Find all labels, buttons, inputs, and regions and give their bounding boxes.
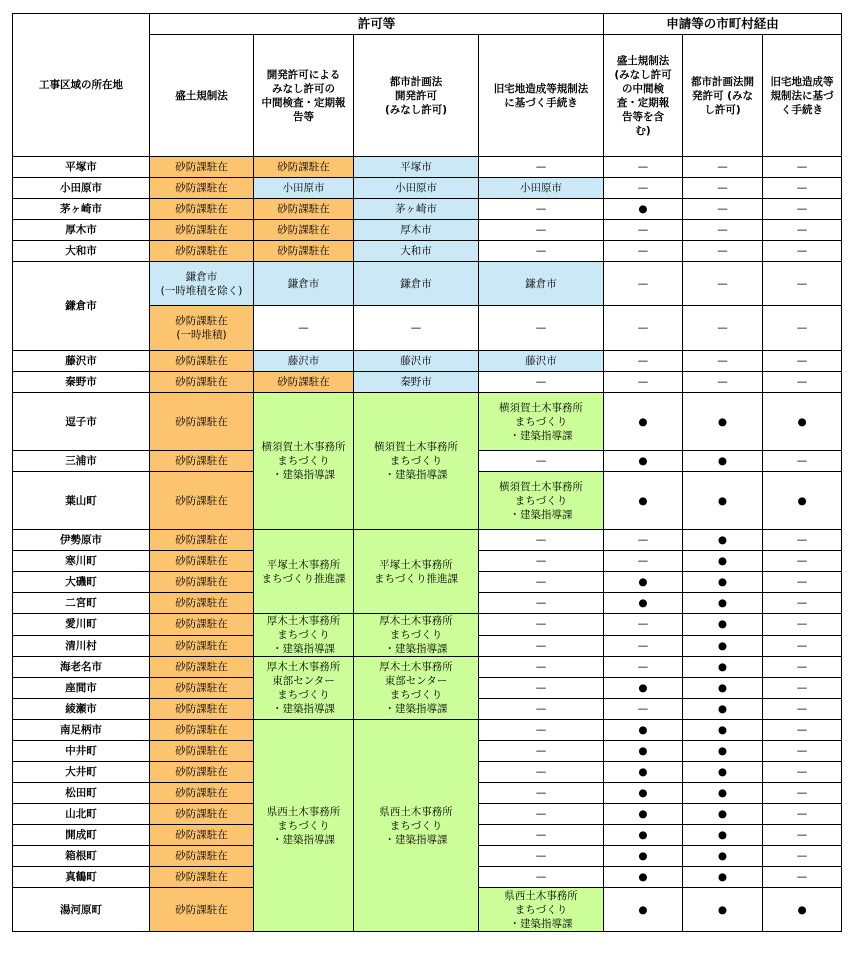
dot-cell: ● xyxy=(683,825,763,846)
municipality-cell: 二宮町 xyxy=(13,593,150,614)
permit-cell: 砂防課駐在 xyxy=(150,157,254,178)
dash-cell: — xyxy=(763,635,842,657)
dot-cell: ● xyxy=(683,741,763,762)
municipality-cell: 綾瀬市 xyxy=(13,699,150,720)
dash-cell: — xyxy=(763,199,842,220)
dash-cell: — xyxy=(479,846,604,867)
dot-cell: ● xyxy=(604,593,683,614)
permit-cell: 厚木市 xyxy=(354,220,479,241)
dash-cell: — xyxy=(763,157,842,178)
municipality-cell: 伊勢原市 xyxy=(13,530,150,551)
dash-cell: — xyxy=(479,635,604,657)
dash-cell: — xyxy=(604,306,683,351)
header-group-permit: 許可等 xyxy=(150,14,604,35)
dash-cell: — xyxy=(604,614,683,636)
table-row xyxy=(13,262,842,306)
dot-cell: ● xyxy=(683,635,763,657)
dash-cell: — xyxy=(479,551,604,572)
dash-cell: — xyxy=(479,825,604,846)
permit-cell: 県西土木事務所 まちづくり ・建築指導課 xyxy=(254,720,354,932)
municipality-cell: 中井町 xyxy=(13,741,150,762)
permit-cell: 県西土木事務所 まちづくり ・建築指導課 xyxy=(354,720,479,932)
dash-cell: — xyxy=(479,678,604,699)
table-row xyxy=(13,199,842,220)
table-row xyxy=(13,393,842,451)
permit-cell: 藤沢市 xyxy=(354,351,479,372)
dot-cell: ● xyxy=(683,678,763,699)
permit-cell: 平塚市 xyxy=(354,157,479,178)
dash-cell: — xyxy=(479,241,604,262)
dash-cell: — xyxy=(479,614,604,636)
dot-cell: ● xyxy=(604,451,683,472)
permit-cell: 横須賀土木事務所 まちづくり ・建築指導課 xyxy=(354,393,479,530)
permit-cell: 砂防課駐在 xyxy=(254,220,354,241)
municipality-cell: 逗子市 xyxy=(13,393,150,451)
dash-cell: — xyxy=(763,614,842,636)
header-col-route-morido: 盛土規制法 (みなし許可 の中間検 査・定期報 告等を含 む) xyxy=(604,35,683,157)
municipality-cell: 南足柄市 xyxy=(13,720,150,741)
permit-cell: 砂防課駐在 xyxy=(150,888,254,932)
dash-cell: — xyxy=(683,262,763,306)
dash-cell: — xyxy=(479,572,604,593)
dash-cell: — xyxy=(604,551,683,572)
dash-cell: — xyxy=(604,635,683,657)
permit-cell: 砂防課駐在 xyxy=(150,846,254,867)
dot-cell: ● xyxy=(604,720,683,741)
dash-cell: — xyxy=(763,762,842,783)
dash-cell: — xyxy=(604,241,683,262)
permit-cell: 厚木土木事務所 まちづくり ・建築指導課 xyxy=(254,614,354,657)
dash-cell: — xyxy=(479,783,604,804)
table-row xyxy=(13,372,842,393)
dash-cell: — xyxy=(479,451,604,472)
dot-cell: ● xyxy=(683,472,763,530)
dot-cell: ● xyxy=(683,451,763,472)
permit-cell: 小田原市 xyxy=(254,178,354,199)
dot-cell: ● xyxy=(604,888,683,932)
dash-cell: — xyxy=(683,372,763,393)
dash-cell: — xyxy=(763,572,842,593)
table-row xyxy=(13,241,842,262)
dot-cell: ● xyxy=(683,699,763,720)
dash-cell: — xyxy=(604,157,683,178)
municipality-cell: 茅ヶ崎市 xyxy=(13,199,150,220)
header-col-old-takuzo: 旧宅地造成等規制法 に基づく手続き xyxy=(479,35,604,157)
dot-cell: ● xyxy=(604,472,683,530)
dot-cell: ● xyxy=(604,846,683,867)
dash-cell: — xyxy=(254,306,354,351)
dash-cell: — xyxy=(763,846,842,867)
permit-cell: 砂防課駐在 xyxy=(150,199,254,220)
permit-cell: 砂防課駐在 xyxy=(150,241,254,262)
permit-cell: 厚木土木事務所 東部センター まちづくり ・建築指導課 xyxy=(254,657,354,720)
permit-cell: 砂防課駐在 xyxy=(254,372,354,393)
dash-cell: — xyxy=(763,372,842,393)
table-row xyxy=(13,178,842,199)
dash-cell: — xyxy=(763,306,842,351)
permit-cell: 砂防課駐在 xyxy=(150,678,254,699)
dash-cell: — xyxy=(683,178,763,199)
dash-cell: — xyxy=(604,657,683,678)
municipality-cell: 大磯町 xyxy=(13,572,150,593)
permit-cell: 砂防課駐在 xyxy=(150,867,254,888)
dot-cell: ● xyxy=(763,472,842,530)
dash-cell: — xyxy=(479,199,604,220)
permit-cell: 秦野市 xyxy=(354,372,479,393)
dot-cell: ● xyxy=(604,762,683,783)
permit-cell: 砂防課駐在 xyxy=(150,372,254,393)
dash-cell: — xyxy=(763,867,842,888)
header-col-route-city: 都市計画法開 発許可 (みな し許可) xyxy=(683,35,763,157)
dash-cell: — xyxy=(763,593,842,614)
table-row xyxy=(13,657,842,678)
dash-cell: — xyxy=(763,451,842,472)
municipality-cell: 秦野市 xyxy=(13,372,150,393)
permit-cell: 砂防課駐在 (一時堆積) xyxy=(150,306,254,351)
dot-cell: ● xyxy=(683,530,763,551)
municipality-cell: 愛川町 xyxy=(13,614,150,636)
permit-cell: 砂防課駐在 xyxy=(150,783,254,804)
permit-cell: 鎌倉市 xyxy=(354,262,479,306)
municipality-cell: 厚木市 xyxy=(13,220,150,241)
permit-cell: 砂防課駐在 xyxy=(150,699,254,720)
dot-cell: ● xyxy=(683,804,763,825)
permit-cell: 藤沢市 xyxy=(254,351,354,372)
dash-cell: — xyxy=(479,306,604,351)
header-group-route: 申請等の市町村経由 xyxy=(604,14,842,35)
municipality-cell: 平塚市 xyxy=(13,157,150,178)
permit-cell: 砂防課駐在 xyxy=(150,472,254,530)
permit-cell: 砂防課駐在 xyxy=(150,720,254,741)
dot-cell: ● xyxy=(604,678,683,699)
permit-cell: 砂防課駐在 xyxy=(150,657,254,678)
dot-cell: ● xyxy=(683,720,763,741)
permit-cell: 小田原市 xyxy=(354,178,479,199)
permit-cell: 砂防課駐在 xyxy=(150,614,254,636)
dot-cell: ● xyxy=(604,393,683,451)
municipality-cell: 寒川町 xyxy=(13,551,150,572)
dash-cell: — xyxy=(479,741,604,762)
dash-cell: — xyxy=(763,720,842,741)
permit-cell: 鎌倉市 xyxy=(479,262,604,306)
dot-cell: ● xyxy=(604,804,683,825)
dash-cell: — xyxy=(763,220,842,241)
permit-cell: 砂防課駐在 xyxy=(150,741,254,762)
dot-cell: ● xyxy=(683,657,763,678)
dash-cell: — xyxy=(604,699,683,720)
dash-cell: — xyxy=(604,262,683,306)
header-col-morido: 盛土規制法 xyxy=(150,35,254,157)
municipality-cell: 大井町 xyxy=(13,762,150,783)
dot-cell: ● xyxy=(683,867,763,888)
dot-cell: ● xyxy=(604,572,683,593)
municipality-cell: 藤沢市 xyxy=(13,351,150,372)
permit-cell: 砂防課駐在 xyxy=(150,804,254,825)
dash-cell: — xyxy=(479,657,604,678)
permit-cell: 砂防課駐在 xyxy=(150,530,254,551)
dot-cell: ● xyxy=(683,593,763,614)
dash-cell: — xyxy=(604,351,683,372)
municipality-cell: 小田原市 xyxy=(13,178,150,199)
dot-cell: ● xyxy=(683,762,763,783)
dash-cell: — xyxy=(479,157,604,178)
dash-cell: — xyxy=(683,351,763,372)
permit-cell: 砂防課駐在 xyxy=(150,551,254,572)
table-row xyxy=(13,157,842,178)
dash-cell: — xyxy=(479,372,604,393)
permit-cell: 平塚土木事務所 まちづくり推進課 xyxy=(354,530,479,614)
dash-cell: — xyxy=(479,762,604,783)
permit-cell: 砂防課駐在 xyxy=(150,393,254,451)
permit-cell: 大和市 xyxy=(354,241,479,262)
dot-cell: ● xyxy=(604,867,683,888)
dash-cell: — xyxy=(763,678,842,699)
permit-routing-table xyxy=(12,13,842,932)
dot-cell: ● xyxy=(604,783,683,804)
table-row xyxy=(13,530,842,551)
dash-cell: — xyxy=(763,551,842,572)
dot-cell: ● xyxy=(683,783,763,804)
dot-cell: ● xyxy=(683,393,763,451)
dash-cell: — xyxy=(683,199,763,220)
permit-cell: 砂防課駐在 xyxy=(254,241,354,262)
table-row xyxy=(13,351,842,372)
dash-cell: — xyxy=(763,262,842,306)
permit-cell: 平塚土木事務所 まちづくり推進課 xyxy=(254,530,354,614)
permit-cell: 厚木土木事務所 東部センター まちづくり ・建築指導課 xyxy=(354,657,479,720)
municipality-cell: 松田町 xyxy=(13,783,150,804)
dash-cell: — xyxy=(604,178,683,199)
permit-cell: 横須賀土木事務所 まちづくり ・建築指導課 xyxy=(479,472,604,530)
dash-cell: — xyxy=(763,783,842,804)
dash-cell: — xyxy=(354,306,479,351)
header-col-city-planning: 都市計画法 開発許可 (みなし許可) xyxy=(354,35,479,157)
municipality-cell: 三浦市 xyxy=(13,451,150,472)
dash-cell: — xyxy=(604,530,683,551)
municipality-cell: 海老名市 xyxy=(13,657,150,678)
dot-cell: ● xyxy=(683,572,763,593)
header-col-route-old: 旧宅地造成等 規制法に基づ く手続き xyxy=(763,35,842,157)
dash-cell: — xyxy=(763,241,842,262)
dash-cell: — xyxy=(763,825,842,846)
dot-cell: ● xyxy=(683,614,763,636)
permit-cell: 県西土木事務所 まちづくり ・建築指導課 xyxy=(479,888,604,932)
dash-cell: — xyxy=(683,241,763,262)
permit-cell: 砂防課駐在 xyxy=(150,451,254,472)
dash-cell: — xyxy=(479,867,604,888)
dash-cell: — xyxy=(479,804,604,825)
dash-cell: — xyxy=(683,220,763,241)
permit-cell: 砂防課駐在 xyxy=(254,199,354,220)
permit-cell: 藤沢市 xyxy=(479,351,604,372)
dash-cell: — xyxy=(763,699,842,720)
municipality-cell: 大和市 xyxy=(13,241,150,262)
permit-cell: 砂防課駐在 xyxy=(150,825,254,846)
dot-cell: ● xyxy=(604,825,683,846)
dot-cell: ● xyxy=(683,551,763,572)
municipality-cell: 真鶴町 xyxy=(13,867,150,888)
dash-cell: — xyxy=(683,157,763,178)
permit-cell: 厚木土木事務所 まちづくり ・建築指導課 xyxy=(354,614,479,657)
dot-cell: ● xyxy=(604,741,683,762)
dash-cell: — xyxy=(479,530,604,551)
permit-cell: 砂防課駐在 xyxy=(150,762,254,783)
dash-cell: — xyxy=(763,178,842,199)
municipality-cell: 鎌倉市 xyxy=(13,262,150,351)
dash-cell: — xyxy=(763,530,842,551)
dash-cell: — xyxy=(763,657,842,678)
municipality-cell: 湯河原町 xyxy=(13,888,150,932)
permit-cell: 砂防課駐在 xyxy=(150,178,254,199)
table-row xyxy=(13,220,842,241)
dash-cell: — xyxy=(683,306,763,351)
permit-cell: 砂防課駐在 xyxy=(150,351,254,372)
table-row xyxy=(13,614,842,636)
municipality-cell: 清川村 xyxy=(13,635,150,657)
permit-cell: 砂防課駐在 xyxy=(150,635,254,657)
dash-cell: — xyxy=(604,220,683,241)
dot-cell: ● xyxy=(683,888,763,932)
permit-cell: 横須賀土木事務所 まちづくり ・建築指導課 xyxy=(479,393,604,451)
permit-cell: 砂防課駐在 xyxy=(254,157,354,178)
dash-cell: — xyxy=(479,593,604,614)
municipality-cell: 座間市 xyxy=(13,678,150,699)
dash-cell: — xyxy=(479,220,604,241)
permit-cell: 砂防課駐在 xyxy=(150,220,254,241)
municipality-cell: 箱根町 xyxy=(13,846,150,867)
dash-cell: — xyxy=(763,741,842,762)
permit-cell: 鎌倉市 xyxy=(254,262,354,306)
permit-cell: 横須賀土木事務所 まちづくり ・建築指導課 xyxy=(254,393,354,530)
table-row xyxy=(13,720,842,741)
municipality-cell: 葉山町 xyxy=(13,472,150,530)
dash-cell: — xyxy=(763,351,842,372)
permit-cell: 小田原市 xyxy=(479,178,604,199)
dash-cell: — xyxy=(763,804,842,825)
municipality-cell: 山北町 xyxy=(13,804,150,825)
dot-cell: ● xyxy=(763,888,842,932)
permit-cell: 砂防課駐在 xyxy=(150,593,254,614)
dot-cell: ● xyxy=(683,846,763,867)
dash-cell: — xyxy=(479,699,604,720)
permit-cell: 鎌倉市 (一時堆積を除く) xyxy=(150,262,254,306)
municipality-cell: 開成町 xyxy=(13,825,150,846)
dot-cell: ● xyxy=(604,199,683,220)
dash-cell: — xyxy=(479,720,604,741)
header-col-dev-interim: 開発許可による みなし許可の 中間検査・定期報 告等 xyxy=(254,35,354,157)
permit-cell: 砂防課駐在 xyxy=(150,572,254,593)
header-location: 工事区域の所在地 xyxy=(13,14,150,157)
dot-cell: ● xyxy=(763,393,842,451)
permit-cell: 茅ヶ崎市 xyxy=(354,199,479,220)
dash-cell: — xyxy=(604,372,683,393)
